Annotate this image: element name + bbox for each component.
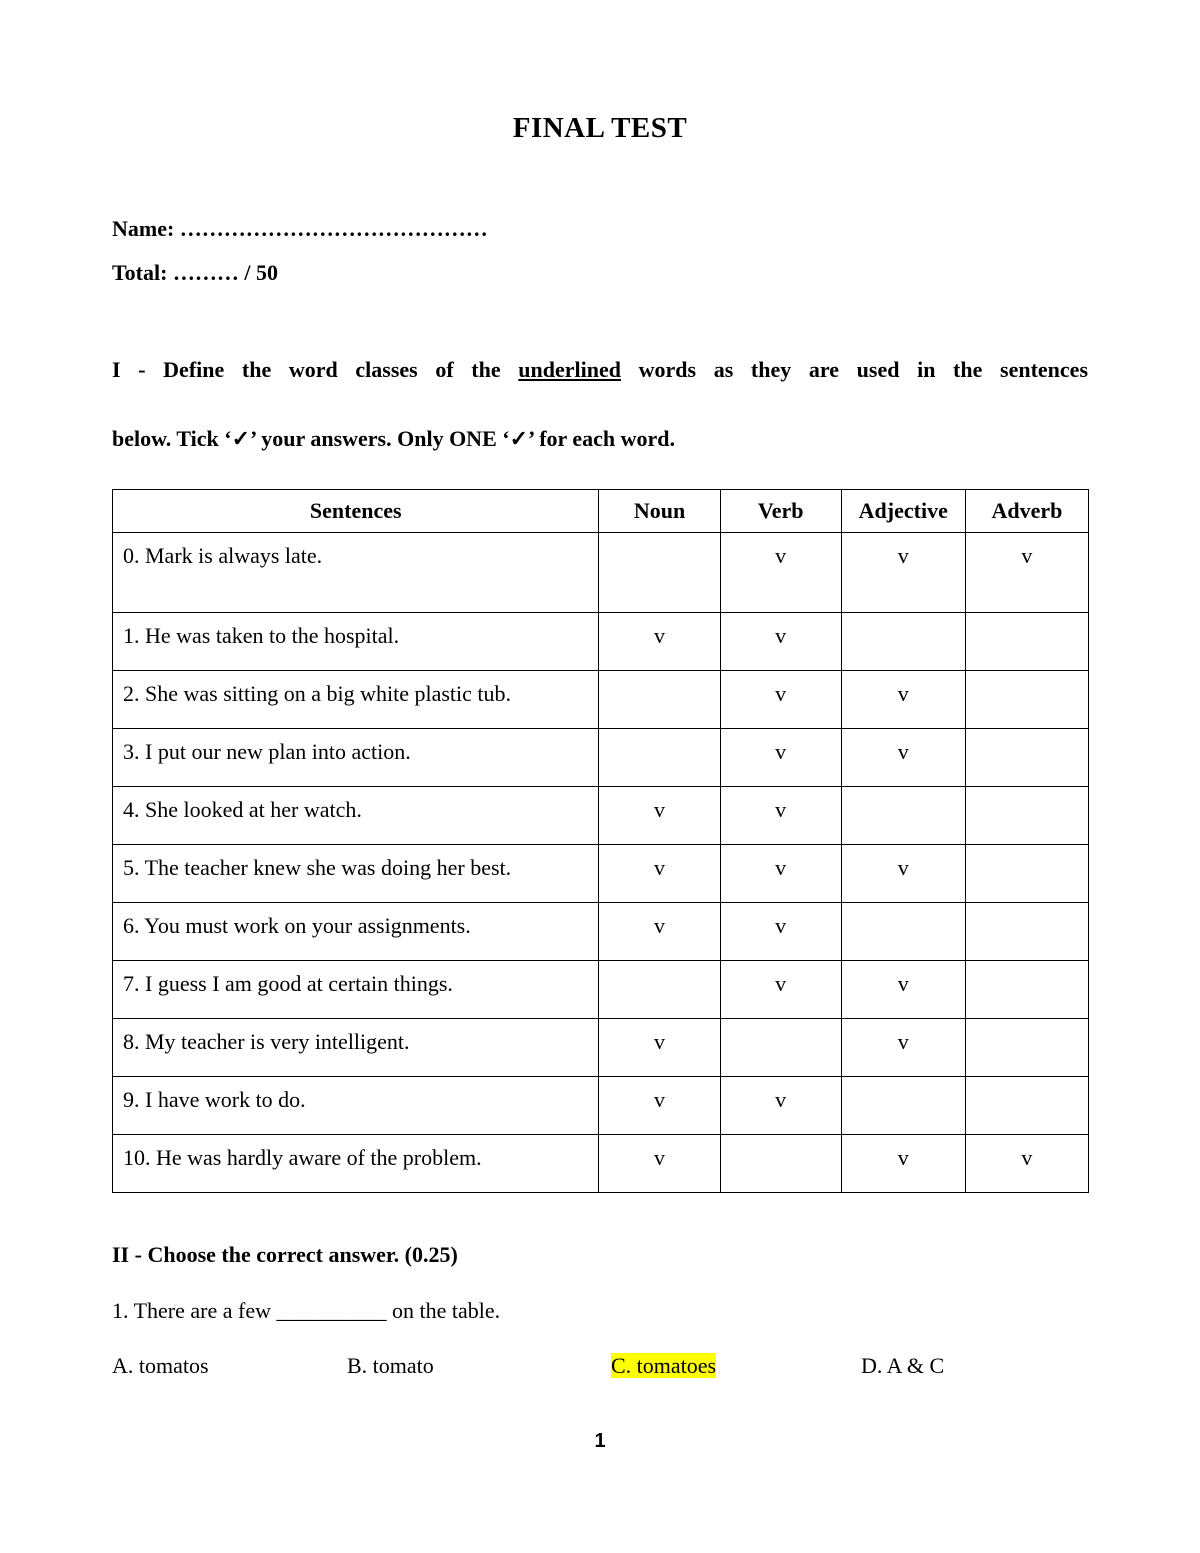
page-title: FINAL TEST (512, 112, 688, 144)
section2-heading: II - Choose the correct answer. (0.25) (112, 1242, 458, 1267)
sentence-cell: 1. He was taken to the hospital. (113, 613, 599, 671)
tick-cell (720, 1019, 841, 1077)
tick-cell (965, 1019, 1088, 1077)
tick-cell (720, 1135, 841, 1193)
tick-cell: v (720, 613, 841, 671)
column-header: Adjective (841, 490, 965, 533)
table-row (113, 961, 1089, 1019)
tick-cell (599, 729, 720, 787)
name-field: Name: …………………………………… (112, 216, 488, 241)
table-row (113, 671, 1089, 729)
table-row (113, 613, 1089, 671)
table-row (113, 903, 1089, 961)
tick-cell (965, 845, 1088, 903)
tick-cell: v (720, 533, 841, 613)
instruction-text-pre: I - Define the word classes of the (112, 357, 519, 382)
tick-cell: v (599, 613, 720, 671)
tick-cell (965, 671, 1088, 729)
tick-cell: v (720, 787, 841, 845)
tick-cell: v (720, 961, 841, 1019)
sentence-cell: 7. I guess I am good at certain things. (113, 961, 599, 1019)
table-header-row (113, 490, 1089, 533)
option-c (611, 1353, 716, 1379)
tick-cell: v (720, 903, 841, 961)
tick-cell: v (841, 533, 965, 613)
option-a: A. tomatos (112, 1353, 209, 1378)
tick-cell: v (965, 1135, 1088, 1193)
tick-cell: v (599, 903, 720, 961)
section1-instruction-line2: below. Tick ‘✓’ your answers. Only ONE ‘✓’ for each word. (112, 426, 676, 451)
table-row (113, 1019, 1089, 1077)
tick-cell (965, 787, 1088, 845)
tick-cell: v (841, 845, 965, 903)
tick-cell: v (599, 787, 720, 845)
column-header: Verb (720, 490, 841, 533)
tick-cell: v (841, 671, 965, 729)
sentence-cell: 6. You must work on your assignments. (113, 903, 599, 961)
tick-cell: v (841, 961, 965, 1019)
column-header: Sentences (113, 490, 599, 533)
tick-cell (841, 787, 965, 845)
tick-cell: v (599, 1077, 720, 1135)
underlined-word: underlined (518, 357, 621, 382)
sentence-cell: 4. She looked at her watch. (113, 787, 599, 845)
table-row (113, 1135, 1089, 1193)
sentence-cell: 5. The teacher knew she was doing her best. (113, 845, 599, 903)
tick-cell: v (599, 845, 720, 903)
tick-cell (965, 1077, 1088, 1135)
tick-cell (841, 903, 965, 961)
table-row (113, 1077, 1089, 1135)
sentence-cell: 9. I have work to do. (113, 1077, 599, 1135)
tick-cell: v (720, 671, 841, 729)
tick-cell: v (720, 1077, 841, 1135)
tick-cell: v (841, 1019, 965, 1077)
tick-cell (841, 1077, 965, 1135)
section1-instruction-line1 (112, 357, 1088, 383)
tick-cell: v (841, 1135, 965, 1193)
highlighted-answer: C. tomatoes (611, 1353, 717, 1378)
sentence-cell: 0. Mark is always late. (113, 533, 599, 613)
question-1: 1. There are a few __________ on the table. (112, 1298, 501, 1323)
tick-cell: v (965, 533, 1088, 613)
table-row (113, 729, 1089, 787)
option-d: D. A & C (861, 1353, 945, 1378)
total-field: Total: ……… / 50 (112, 260, 279, 285)
tick-cell (599, 533, 720, 613)
column-header: Adverb (965, 490, 1088, 533)
page-number: 1 (594, 1430, 606, 1452)
tick-cell (965, 961, 1088, 1019)
tick-cell (841, 613, 965, 671)
tick-cell: v (841, 729, 965, 787)
table-row (113, 533, 1089, 613)
tick-cell: v (720, 729, 841, 787)
tick-cell (965, 903, 1088, 961)
tick-cell (599, 961, 720, 1019)
option-b: B. tomato (347, 1353, 434, 1378)
table-row (113, 845, 1089, 903)
tick-cell (965, 613, 1088, 671)
tick-cell (599, 671, 720, 729)
tick-cell: v (599, 1135, 720, 1193)
sentence-cell: 10. He was hardly aware of the problem. (113, 1135, 599, 1193)
tick-cell: v (720, 845, 841, 903)
tick-cell (965, 729, 1088, 787)
table-row (113, 787, 1089, 845)
instruction-text-post: words as they are used in the sentences (620, 357, 1089, 382)
sentence-cell: 2. She was sitting on a big white plastic tub. (113, 671, 599, 729)
sentence-cell: 8. My teacher is very intelligent. (113, 1019, 599, 1077)
word-class-table (112, 489, 1089, 1193)
tick-cell: v (599, 1019, 720, 1077)
column-header: Noun (599, 490, 720, 533)
sentence-cell: 3. I put our new plan into action. (113, 729, 599, 787)
